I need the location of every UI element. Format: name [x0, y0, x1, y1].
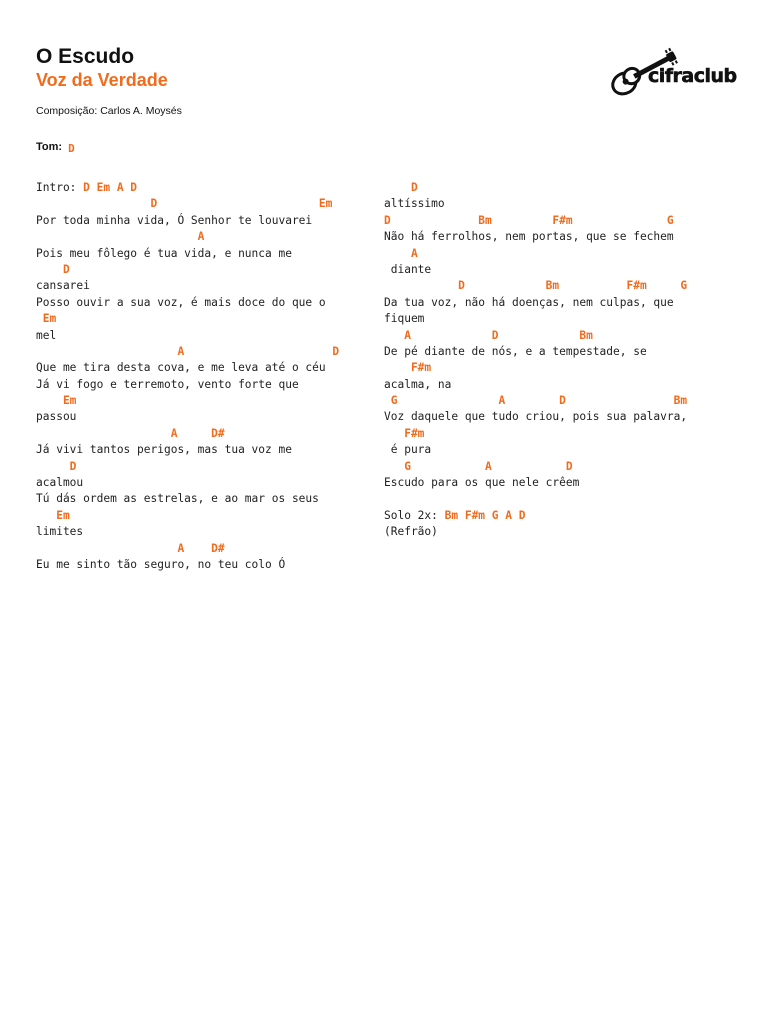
lyric-line: limites: [36, 525, 84, 539]
lyric-line: Que me tira desta cova, e me leva até o céu: [36, 361, 326, 375]
song-key-label: Tom:: [36, 141, 63, 153]
composer-credit: Composição: Carlos A. Moysés: [36, 105, 182, 117]
chord-line: [384, 246, 687, 262]
blank-line: [384, 491, 687, 507]
lyric-line: (Refrão): [384, 525, 438, 539]
chord-sheet-left-column: [36, 180, 339, 573]
chord-line: [384, 213, 687, 229]
lyric-line: acalmou: [36, 476, 84, 490]
chord-symbols[interactable]: Em: [36, 312, 57, 326]
lyric-line: Tú dás ordem as estrelas, e ao mar os seus: [36, 492, 319, 506]
chord-symbols[interactable]: D: [36, 459, 77, 473]
lyric-line: é pura: [384, 443, 432, 457]
chord-sequence-line: [384, 508, 687, 524]
lyric-line: Não há ferrolhos, nem portas, que se fechem: [384, 230, 674, 244]
chord-symbols[interactable]: Bm F#m G A D: [444, 508, 526, 522]
lyric-line: De pé diante de nós, e a tempestade, se: [384, 344, 647, 358]
chord-symbols[interactable]: Em: [36, 508, 70, 522]
section-label: Solo 2x:: [384, 508, 445, 522]
chord-line: [384, 360, 687, 376]
lyric-line: fiquem: [384, 312, 425, 326]
cifraclub-logo[interactable]: [604, 44, 737, 94]
lyric-line: Posso ouvir a sua voz, é mais doce do que o: [36, 295, 326, 309]
chord-symbols[interactable]: D: [36, 262, 70, 276]
song-key: [36, 140, 75, 154]
chord-line: [384, 180, 687, 196]
chord-symbols[interactable]: D Bm F#m G: [384, 213, 674, 227]
lyric-line: Eu me sinto tão seguro, no teu colo Ó: [36, 557, 286, 571]
lyric-line: passou: [36, 410, 77, 424]
lyric-line: Escudo para os que nele crêem: [384, 476, 580, 490]
chord-sequence-line: [36, 180, 339, 196]
lyric-line: Pois meu fôlego é tua vida, e nunca me: [36, 246, 292, 260]
chord-symbols[interactable]: G A D Bm: [384, 394, 688, 408]
chord-line: [36, 229, 339, 245]
chord-line: [384, 278, 687, 294]
chord-symbols[interactable]: D Bm F#m G: [384, 279, 688, 293]
chord-symbols[interactable]: D Em A D: [83, 181, 138, 194]
chord-line: [36, 459, 339, 475]
chord-line: [384, 393, 687, 409]
lyric-line: Já vi fogo e terremoto, vento forte que: [36, 377, 299, 391]
chord-symbols[interactable]: A: [384, 246, 418, 260]
chord-symbols[interactable]: Em: [36, 394, 77, 408]
lyric-line: Já vivi tantos perigos, mas tua voz me: [36, 443, 292, 457]
lyric-line: cansarei: [36, 279, 90, 293]
chord-line: [36, 393, 339, 409]
lyric-line: acalma, na: [384, 377, 452, 391]
chord-symbols[interactable]: G A D: [384, 459, 573, 473]
section-label: Intro:: [36, 181, 84, 194]
chord-line: [36, 541, 339, 557]
chord-symbols[interactable]: A D#: [36, 426, 225, 440]
chord-line: [36, 508, 339, 524]
chord-line: [384, 459, 687, 475]
chord-symbols[interactable]: A D Bm: [384, 328, 593, 342]
chord-line: [384, 426, 687, 442]
chord-line: [36, 426, 339, 442]
chord-symbols[interactable]: F#m: [384, 361, 432, 375]
logo-wordmark: cifraclub: [648, 65, 737, 87]
lyric-line: diante: [384, 262, 432, 276]
song-key-value[interactable]: D: [68, 142, 75, 155]
artist-name[interactable]: Voz da Verdade: [36, 70, 168, 90]
lyric-line: Voz daquele que tudo criou, pois sua palavra,: [384, 410, 688, 424]
chord-line: [36, 311, 339, 327]
song-title: O Escudo: [36, 45, 135, 68]
chord-symbols[interactable]: A: [36, 230, 205, 244]
chord-symbols[interactable]: A D#: [36, 541, 225, 555]
lyric-line: altíssimo: [384, 197, 445, 211]
chord-line: [384, 328, 687, 344]
lyric-line: mel: [36, 328, 57, 342]
lyric-line: Da tua voz, não há doenças, nem culpas, que: [384, 295, 674, 309]
guitar-icon: [604, 44, 737, 94]
chord-symbols[interactable]: D Em: [36, 197, 333, 211]
chord-symbols[interactable]: F#m: [384, 426, 425, 440]
lyric-line: Por toda minha vida, Ó Senhor te louvarei: [36, 213, 313, 227]
chord-symbols[interactable]: A D: [36, 344, 340, 358]
chord-sheet-right-column: [384, 180, 687, 541]
chord-line: [36, 344, 339, 360]
chord-line: [36, 196, 339, 212]
chord-symbols[interactable]: D: [384, 181, 418, 194]
chord-line: [36, 262, 339, 278]
